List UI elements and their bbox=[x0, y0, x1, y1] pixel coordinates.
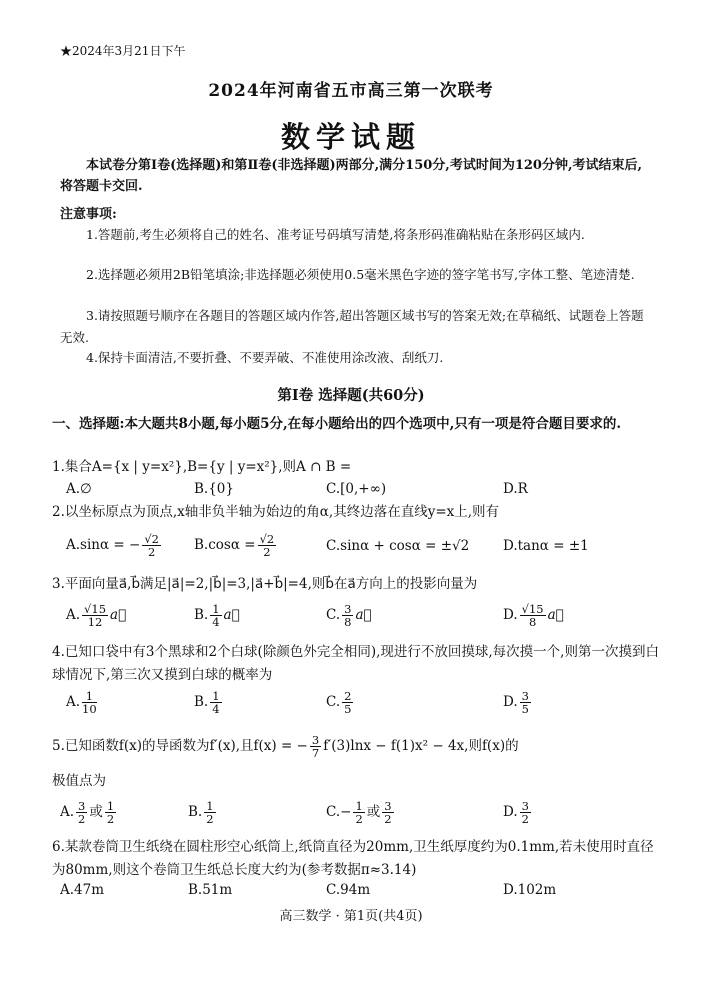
denominator: 2 bbox=[355, 812, 363, 827]
denominator: 7 bbox=[311, 746, 320, 761]
denominator: 2 bbox=[106, 812, 115, 827]
question-6-option-a: A.47m bbox=[60, 882, 105, 898]
notice-heading: 注意事项: bbox=[60, 207, 117, 222]
numerator: 1 bbox=[206, 799, 214, 813]
option-text: B.cosα = bbox=[194, 537, 256, 554]
fraction bbox=[520, 690, 531, 715]
option-label: C.− bbox=[326, 804, 352, 821]
denominator: 5 bbox=[521, 702, 529, 717]
question-3-option-c bbox=[326, 603, 372, 628]
option-label: B. bbox=[194, 694, 209, 711]
question-2-stem: 2.以坐标原点为顶点,x轴非负半轴为始边的角α,其终边落在直线y=x上,则有 bbox=[52, 504, 500, 520]
question-5-stem bbox=[52, 734, 662, 759]
numerator: 1 bbox=[212, 602, 220, 616]
numerator: √2 bbox=[259, 532, 275, 546]
exam-time-stamp: ★2024年3月21日下午 bbox=[60, 44, 186, 58]
exam-intro: 本试卷分第Ⅰ卷(选择题)和第Ⅱ卷(非选择题)两部分,满分150分,考试时间为120分钟,考试结束后,将答题卡交回. bbox=[60, 158, 643, 194]
question-4-option-d bbox=[503, 690, 533, 715]
denominator: 5 bbox=[344, 702, 352, 717]
question-2-option-d: D.tanα = ±1 bbox=[503, 538, 589, 554]
stem-text: f′(3)lnx − f(1)x² − 4x,则f(x)的 bbox=[323, 738, 519, 755]
fraction bbox=[258, 533, 277, 558]
question-6-stem: 6.某款卷筒卫生纸绕在圆柱形空心纸筒上,纸筒直径为20mm,卫生纸厚度约为0.1mm,若未使用时直径为80mm,则这个卷筒卫生纸总长度大约为(参考数据π≈3.14) bbox=[52, 839, 654, 878]
option-label: B. bbox=[188, 804, 203, 821]
fraction bbox=[105, 800, 116, 825]
exam-title: 2024年河南省五市高三第一次联考 bbox=[208, 81, 494, 101]
question-4-stem: 4.已知口袋中有3个黑球和2个白球(除颜色外完全相同),现进行不放回摸球,每次摸一个,则第一次摸到白球情况下,第三次又摸到白球的概率为 bbox=[52, 644, 659, 683]
fraction bbox=[342, 603, 353, 628]
fraction bbox=[204, 800, 215, 825]
question-4-option-c bbox=[326, 690, 355, 715]
option-label: D. bbox=[503, 607, 518, 624]
vector-a: a⃗ bbox=[547, 607, 564, 624]
denominator: 2 bbox=[206, 812, 214, 827]
question-3-stem: 3.平面向量a⃗,b⃗满足|a⃗|=2,|b⃗|=3,|a⃗+b⃗|=4,则b⃗在a⃗方向上的投影向量为 bbox=[52, 576, 478, 592]
question-1-option-d: D.R bbox=[503, 481, 528, 497]
section-heading: 第Ⅰ卷 选择题(共60分) bbox=[277, 387, 425, 404]
question-3-option-d bbox=[503, 603, 564, 628]
notice-item: 2.选择题必须用2B铅笔填涂;非选择题必须使用0.5毫米黑色字迹的签字笔书写,字体工整、笔迹清楚. bbox=[86, 267, 635, 282]
denominator: 2 bbox=[521, 812, 529, 827]
part-description: 一、选择题:本大题共8小题,每小题5分,在每小题给出的四个选项中,只有一项是符合题目要求的. bbox=[52, 416, 622, 432]
fraction bbox=[520, 800, 531, 825]
denominator: 8 bbox=[344, 615, 352, 630]
fraction bbox=[520, 603, 546, 628]
question-6-option-d: D.102m bbox=[503, 882, 557, 898]
numerator: √15 bbox=[84, 602, 107, 616]
option-label: D. bbox=[503, 694, 518, 711]
numerator: 1 bbox=[82, 690, 97, 703]
question-2-option-a bbox=[66, 533, 163, 558]
denominator: 2 bbox=[384, 812, 392, 827]
question-2-option-c: C.sinα + cosα = ±√2 bbox=[326, 538, 470, 554]
question-1-stem: 1.集合A={x | y=x²},B={y | y=x²},则A ∩ B = bbox=[52, 459, 352, 475]
denominator: 8 bbox=[528, 615, 537, 630]
numerator: 2 bbox=[344, 689, 352, 703]
option-label: C. bbox=[326, 694, 341, 711]
numerator: √2 bbox=[144, 532, 159, 546]
fraction bbox=[142, 533, 161, 558]
question-5-option-b bbox=[188, 800, 218, 825]
stem-text: 5.已知函数f(x)的导函数为f′(x),且f(x) = − bbox=[52, 738, 308, 755]
numerator: 1 bbox=[355, 799, 363, 813]
page-footer: 高三数学 · 第1页(共4页) bbox=[279, 909, 423, 924]
vector-a: a⃗ bbox=[355, 607, 372, 624]
numerator: 3 bbox=[311, 733, 320, 747]
question-3-option-a bbox=[66, 603, 126, 628]
question-6-option-b: B.51m bbox=[188, 882, 233, 898]
option-text: 或 bbox=[89, 804, 103, 821]
question-1-option-c: C.[0,+∞) bbox=[326, 481, 387, 497]
question-5-option-d bbox=[503, 800, 533, 825]
numerator: 3 bbox=[78, 799, 86, 813]
question-3-option-b bbox=[194, 603, 240, 628]
denominator: 2 bbox=[263, 545, 271, 560]
numerator: 3 bbox=[521, 799, 529, 813]
denominator: 2 bbox=[147, 545, 156, 560]
option-label: D. bbox=[503, 804, 518, 821]
fraction bbox=[210, 690, 221, 715]
numerator: 1 bbox=[106, 799, 115, 813]
numerator: 1 bbox=[212, 689, 220, 703]
notice-item: 1.答题前,考生必须将自己的姓名、准考证号码填写清楚,将条形码准确粘贴在条形码区域内. bbox=[86, 227, 585, 242]
numerator: √15 bbox=[521, 602, 544, 616]
denominator: 2 bbox=[78, 812, 86, 827]
numerator: 3 bbox=[344, 602, 352, 616]
question-1-option-b: B.{0} bbox=[194, 481, 234, 497]
notice-item: 4.保持卡面清洁,不要折叠、不要弄破、不准使用涂改液、刮纸刀. bbox=[86, 350, 444, 365]
notice-item: 3.请按照题号顺序在各题目的答题区域内作答,超出答题区域书写的答案无效;在草稿纸、试题卷上答题无效. bbox=[60, 308, 644, 345]
numerator: 3 bbox=[384, 799, 392, 813]
question-5-option-c bbox=[326, 800, 396, 825]
option-label: A. bbox=[66, 694, 81, 711]
option-label: A. bbox=[60, 804, 75, 821]
option-label: B. bbox=[194, 607, 209, 624]
vector-a: a⃗ bbox=[110, 607, 127, 624]
fraction bbox=[210, 603, 221, 628]
vector-a: a⃗ bbox=[223, 607, 240, 624]
fraction bbox=[382, 800, 393, 825]
fraction bbox=[353, 800, 364, 825]
fraction bbox=[342, 690, 353, 715]
option-label: A. bbox=[66, 607, 81, 624]
question-6-option-c: C.94m bbox=[326, 882, 371, 898]
denominator: 10 bbox=[82, 702, 97, 717]
fraction bbox=[82, 603, 108, 628]
option-text: A.sinα = − bbox=[66, 537, 141, 554]
question-5-option-a bbox=[60, 800, 118, 825]
denominator: 12 bbox=[87, 615, 103, 630]
numerator: 3 bbox=[521, 689, 529, 703]
question-1-option-a: A.∅ bbox=[66, 481, 92, 497]
question-5-stem-line2: 极值点为 bbox=[52, 773, 106, 789]
option-text: 或 bbox=[366, 804, 381, 821]
denominator: 4 bbox=[212, 615, 220, 630]
fraction bbox=[82, 690, 97, 715]
denominator: 4 bbox=[212, 702, 220, 717]
question-2-option-b bbox=[194, 533, 278, 558]
option-label: C. bbox=[326, 607, 341, 624]
question-4-option-b bbox=[194, 690, 224, 715]
fraction bbox=[76, 800, 87, 825]
subject-title: 数学试题 bbox=[280, 120, 421, 154]
fraction bbox=[310, 734, 321, 759]
question-4-option-a bbox=[66, 690, 99, 715]
